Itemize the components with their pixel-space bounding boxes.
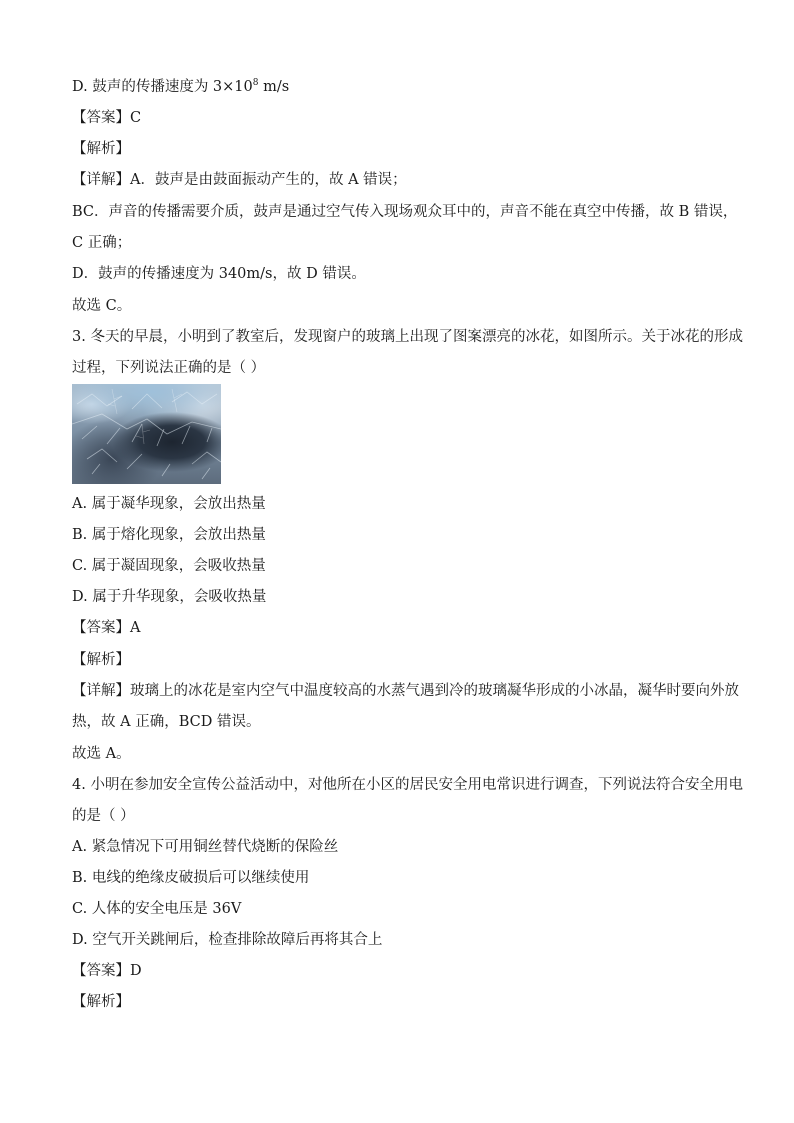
q3-option-d: D. 属于升华现象，会吸收热量 bbox=[72, 589, 267, 605]
q4-analysis-label: 【解析】 bbox=[72, 994, 130, 1010]
q3-stem-line: 3. 冬天的早晨，小明到了教室后，发现窗户的玻璃上出现了图案漂亮的冰花，如图所示。关于冰花的形成 bbox=[72, 329, 743, 345]
q2-detail-line: BC．声音的传播需要介质，鼓声是通过空气传入现场观众耳中的，声音不能在真空中传播，故 B 错误， bbox=[72, 204, 738, 220]
q2-detail-line: D．鼓声的传播速度为 340m/s，故 D 错误。 bbox=[72, 266, 366, 282]
q4-option-a: A. 紧急情况下可用铜丝替代烧断的保险丝 bbox=[72, 839, 339, 855]
q2-answer: 【答案】C bbox=[72, 110, 142, 126]
q2-detail-line: C 正确； bbox=[72, 235, 132, 251]
q4-stem-line: 的是（ ） bbox=[72, 808, 135, 824]
q4-answer: 【答案】D bbox=[72, 963, 142, 979]
frost-pattern bbox=[72, 384, 221, 484]
q4-option-d: D. 空气开关跳闸后，检查排除故障后再将其合上 bbox=[72, 932, 383, 948]
q3-option-b: B. 属于熔化现象，会放出热量 bbox=[72, 527, 266, 543]
q2-analysis-label: 【解析】 bbox=[72, 141, 130, 157]
q3-option-a: A. 属于凝华现象，会放出热量 bbox=[72, 496, 266, 512]
q4-option-b: B. 电线的绝缘皮破损后可以继续使用 bbox=[72, 870, 310, 886]
q4-option-c: C. 人体的安全电压是 36V bbox=[72, 901, 242, 917]
q3-answer: 【答案】A bbox=[72, 620, 141, 636]
ice-flower-photo bbox=[72, 384, 221, 484]
q3-detail-line: 【详解】玻璃上的冰花是室内空气中温度较高的水蒸气遇到冷的玻璃凝华形成的小冰晶，凝华时要向外放 bbox=[72, 683, 739, 699]
q2-detail-line: 【详解】A．鼓声是由鼓面振动产生的，故 A 错误； bbox=[72, 172, 407, 188]
q2-conclusion: 故选 C。 bbox=[72, 298, 132, 314]
q3-option-c: C. 属于凝固现象，会吸收热量 bbox=[72, 558, 266, 574]
q3-conclusion: 故选 A。 bbox=[72, 746, 131, 762]
q2-option-d: D. 鼓声的传播速度为 $3\times 10^8$ m/s bbox=[72, 78, 290, 95]
q3-detail-line: 热，故 A 正确，BCD 错误。 bbox=[72, 714, 261, 730]
q3-analysis-label: 【解析】 bbox=[72, 652, 130, 668]
q3-stem-line: 过程，下列说法正确的是（ ） bbox=[72, 360, 266, 376]
q4-stem-line: 4. 小明在参加安全宣传公益活动中，对他所在小区的居民安全用电常识进行调查，下列说法符合安全用电 bbox=[72, 777, 743, 793]
